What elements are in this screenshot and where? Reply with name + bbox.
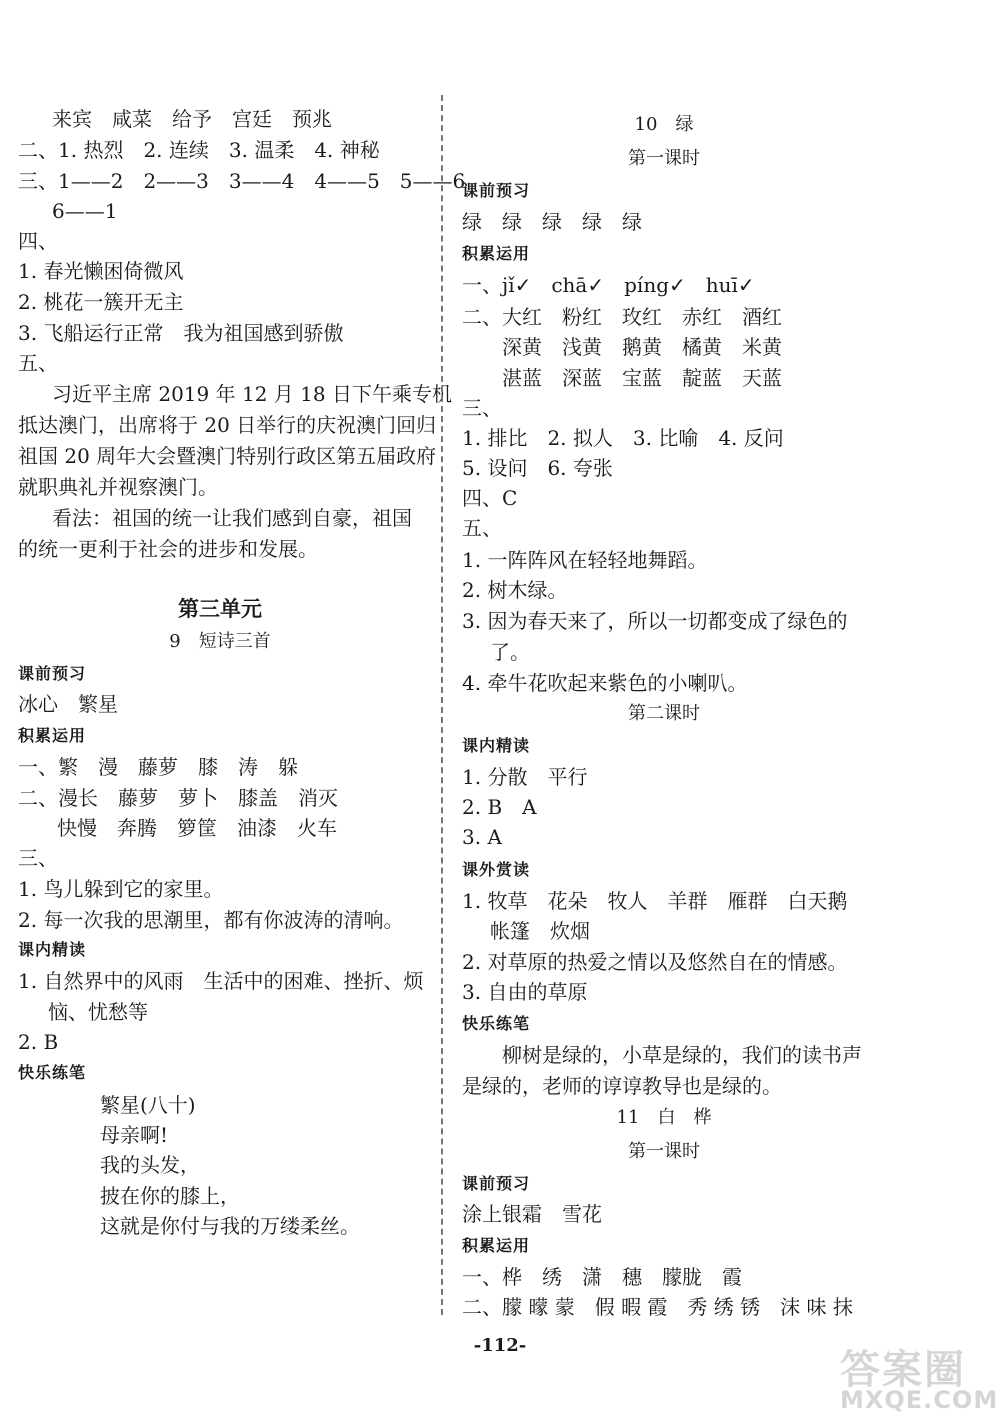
answer-line: 一、jǐ✓ chā✓ píng✓ huī✓: [462, 273, 755, 297]
poem-line: 我的头发，: [100, 1153, 200, 1177]
section-heading: 课前预习: [18, 664, 87, 683]
answer-line: 3. 因为春天来了，所以一切都变成了绿色的: [462, 609, 848, 633]
answer-line: 2. 树木绿。: [462, 578, 568, 602]
answer-line: 冰心 繁星: [18, 692, 118, 716]
section-heading: 快乐练笔: [18, 1063, 87, 1082]
section-heading: 课外赏读: [462, 860, 531, 879]
answer-line: 四、C: [462, 486, 518, 510]
answer-line: 帐篷 炊烟: [490, 919, 590, 943]
answer-line: 1. 春光懒困倚微风: [18, 259, 184, 283]
answer-line: 2. 桃花一簇开无主: [18, 290, 184, 314]
answer-line: 五、: [462, 516, 502, 540]
answer-line: 2. 对草原的热爱之情以及悠然自在的情感。: [462, 950, 848, 974]
lesson-title: 10 绿: [634, 114, 694, 135]
answer-line: 4. 牵牛花吹起来紫色的小喇叭。: [462, 671, 748, 695]
watermark-url: MXQE.COM: [840, 1386, 999, 1414]
answer-line: 三、: [462, 396, 502, 420]
answer-line: 四、: [18, 229, 58, 253]
answer-line: 5. 设问 6. 夸张: [462, 456, 613, 480]
paragraph-line: 柳树是绿的，小草是绿的，我们的读书声: [502, 1043, 862, 1067]
answer-line: 1. 排比 2. 拟人 3. 比喻 4. 反问: [462, 426, 784, 450]
paragraph-line: 习近平主席 2019 年 12 月 18 日下午乘专机: [52, 382, 452, 406]
answer-line: 2. 每一次我的思潮里，都有你波涛的清响。: [18, 908, 404, 932]
section-heading: 课前预习: [462, 1174, 531, 1193]
answer-line: 来宾 咸菜 给予 宫廷 预兆: [52, 107, 332, 131]
answer-line: 1. 一阵阵风在轻轻地舞蹈。: [462, 548, 708, 572]
answer-line: 2. B A: [462, 795, 537, 819]
poem-line: 母亲啊!: [100, 1123, 169, 1147]
paragraph-line: 祖国 20 周年大会暨澳门特别行政区第五届政府: [18, 444, 437, 468]
answer-line: 恼、忧愁等: [48, 1000, 148, 1024]
paragraph-line: 就职典礼并视察澳门。: [18, 475, 218, 499]
answer-line: 6——1: [52, 199, 118, 223]
answer-line: 涂上银霜 雪花: [462, 1202, 602, 1226]
watermark-text: 答案圈: [840, 1347, 966, 1393]
poem-line: 繁星(八十): [100, 1093, 196, 1117]
answer-line: 快慢 奔腾 箩筐 油漆 火车: [57, 816, 337, 840]
answer-line: 三、: [18, 846, 58, 870]
answer-line: 1. 牧草 花朵 牧人 羊群 雁群 白天鹅: [462, 889, 848, 913]
lesson-title: 9 短诗三首: [169, 631, 271, 652]
poem-line: 披在你的膝上，: [100, 1184, 240, 1208]
answer-line: 3. 飞船运行正常 我为祖国感到骄傲: [18, 321, 344, 345]
section-heading: 积累运用: [18, 726, 87, 745]
answer-line: 1. 鸟儿躲到它的家里。: [18, 877, 224, 901]
answer-line: 一、繁 漫 藤萝 膝 涛 躲: [18, 755, 298, 779]
paragraph-line: 是绿的，老师的谆谆教导也是绿的。: [462, 1074, 782, 1098]
paragraph-line: 的统一更利于社会的进步和发展。: [18, 537, 318, 561]
column-divider: [441, 95, 443, 1315]
answer-line: 绿 绿 绿 绿 绿: [462, 210, 642, 234]
section-heading: 课内精读: [18, 940, 87, 959]
section-heading: 积累运用: [462, 1236, 531, 1255]
answer-line: 湛蓝 深蓝 宝蓝 靛蓝 天蓝: [502, 366, 782, 390]
section-heading: 课前预习: [462, 181, 531, 200]
answer-line: 1. 自然界中的风雨 生活中的困难、挫折、烦: [18, 969, 424, 993]
section-heading: 课内精读: [462, 736, 531, 755]
answer-line: 三、1——2 2——3 3——4 4——5 5——6: [18, 169, 466, 193]
period-title: 第一课时: [628, 1141, 700, 1162]
answer-line: 深黄 浅黄 鹅黄 橘黄 米黄: [502, 335, 782, 359]
period-title: 第一课时: [628, 148, 700, 169]
answer-line: 二、1. 热烈 2. 连续 3. 温柔 4. 神秘: [18, 138, 380, 162]
answer-line: 2. B: [18, 1030, 59, 1054]
answer-line: 3. 自由的草原: [462, 980, 588, 1004]
watermark-logo: [830, 1338, 999, 1418]
unit-title: 第三单元: [178, 597, 262, 621]
answer-line: 3. A: [462, 825, 502, 849]
lesson-title: 11 白 桦: [616, 1107, 712, 1128]
section-heading: 积累运用: [462, 244, 531, 263]
answer-line: 了。: [490, 640, 530, 664]
answer-line: 二、朦 曚 蒙 假 暇 霞 秀 绣 锈 沫 味 抹: [462, 1295, 853, 1319]
page-number: -112-: [473, 1335, 527, 1356]
section-heading: 快乐练笔: [462, 1014, 531, 1033]
poem-line: 这就是你付与我的万缕柔丝。: [100, 1214, 360, 1238]
paragraph-line: 抵达澳门，出席将于 20 日举行的庆祝澳门回归: [18, 413, 437, 437]
paragraph-line: 看法：祖国的统一让我们感到自豪，祖国: [52, 506, 412, 530]
answer-line: 五、: [18, 351, 58, 375]
answer-line: 二、大红 粉红 玫红 赤红 酒红: [462, 305, 782, 329]
answer-line: 二、漫长 藤萝 萝卜 膝盖 消灭: [18, 786, 338, 810]
period-title: 第二课时: [628, 703, 700, 724]
answer-line: 1. 分散 平行: [462, 765, 588, 789]
answer-line: 一、桦 绣 潇 穗 朦胧 霞: [462, 1265, 742, 1289]
